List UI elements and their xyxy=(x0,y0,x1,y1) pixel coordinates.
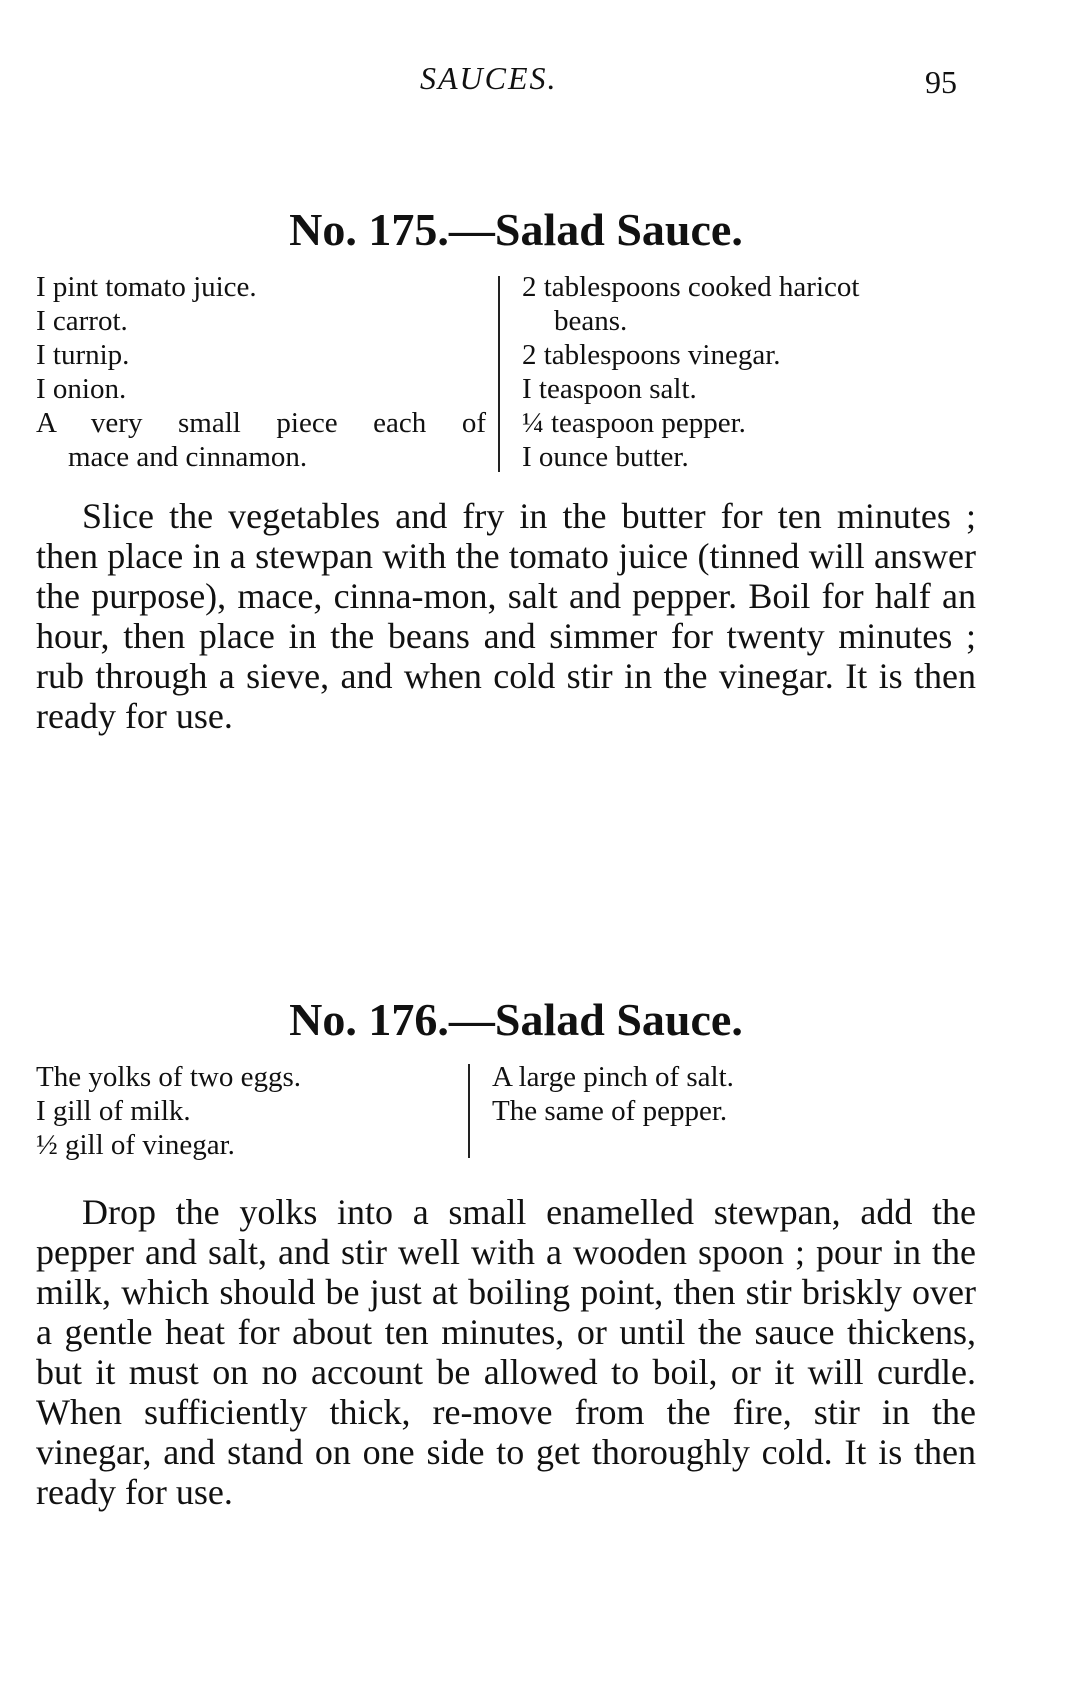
method-paragraph: Slice the vegetables and fry in the butter for ten minutes ; then place in a stewpan with the tomato juice (tinned will answer the purpose), mace, cinna-mon, salt and pepper. Boil for half an hour, then place in the beans and simmer for twenty minutes ; rub through a sieve, and when cold stir in the vinegar. It is then ready for use. xyxy=(36,496,976,736)
ingredients-list xyxy=(36,270,976,474)
column-divider xyxy=(468,1064,470,1158)
ingredient-item: I onion. xyxy=(36,373,127,405)
ingredient-item: mace and cinnamon. xyxy=(68,441,308,473)
ingredient-item: I gill of milk. xyxy=(36,1095,191,1127)
ingredient-item: The yolks of two eggs. xyxy=(36,1061,301,1093)
ingredient-item: 2 tablespoons vinegar. xyxy=(522,339,781,371)
recipe-title: No. 176.—Salad Sauce. xyxy=(289,994,743,1045)
ingredient-item: ½ gill of vinegar. xyxy=(36,1129,235,1161)
ingredient-item: beans. xyxy=(554,305,628,337)
page-number: 95 xyxy=(925,64,957,100)
recipe-176 xyxy=(36,990,976,1512)
ingredient-item: I teaspoon salt. xyxy=(522,373,697,405)
ingredient-item: The same of pepper. xyxy=(492,1095,728,1127)
ingredient-item: ¼ teaspoon pepper. xyxy=(522,407,746,439)
ingredient-item: I turnip. xyxy=(36,339,130,371)
running-head xyxy=(0,60,1067,100)
ingredients-left-column xyxy=(36,270,486,474)
ingredient-item: A large pinch of salt. xyxy=(492,1061,734,1093)
ingredients-right-column xyxy=(522,270,962,474)
ingredient-item: I carrot. xyxy=(36,305,128,337)
ingredient-item: I pint tomato juice. xyxy=(36,271,257,303)
method-paragraph: Drop the yolks into a small enamelled stewpan, add the pepper and salt, and stir well with a wooden spoon ; pour in the milk, which should be just at boiling point, then stir briskly over a gentle heat for about ten minutes, or until the sauce thickens, but it must on no account be allowed to boil, or it will curdle. When sufficiently thick, re-move from the fire, stir in the vinegar, and stand on one side to get thoroughly cold. It is then ready for use. xyxy=(36,1192,976,1512)
ingredients-left-column xyxy=(36,1060,456,1162)
ingredients-right-column xyxy=(492,1060,952,1162)
ingredient-item: A very small piece each of xyxy=(36,407,486,439)
ingredients-list xyxy=(36,1060,976,1162)
running-title: SAUCES. xyxy=(420,60,558,96)
recipe-title: No. 175.—Salad Sauce. xyxy=(289,204,743,255)
recipe-175 xyxy=(36,200,976,736)
column-divider xyxy=(498,276,500,472)
ingredient-item: I ounce butter. xyxy=(522,441,689,473)
ingredient-item: 2 tablespoons cooked haricot xyxy=(522,271,860,303)
